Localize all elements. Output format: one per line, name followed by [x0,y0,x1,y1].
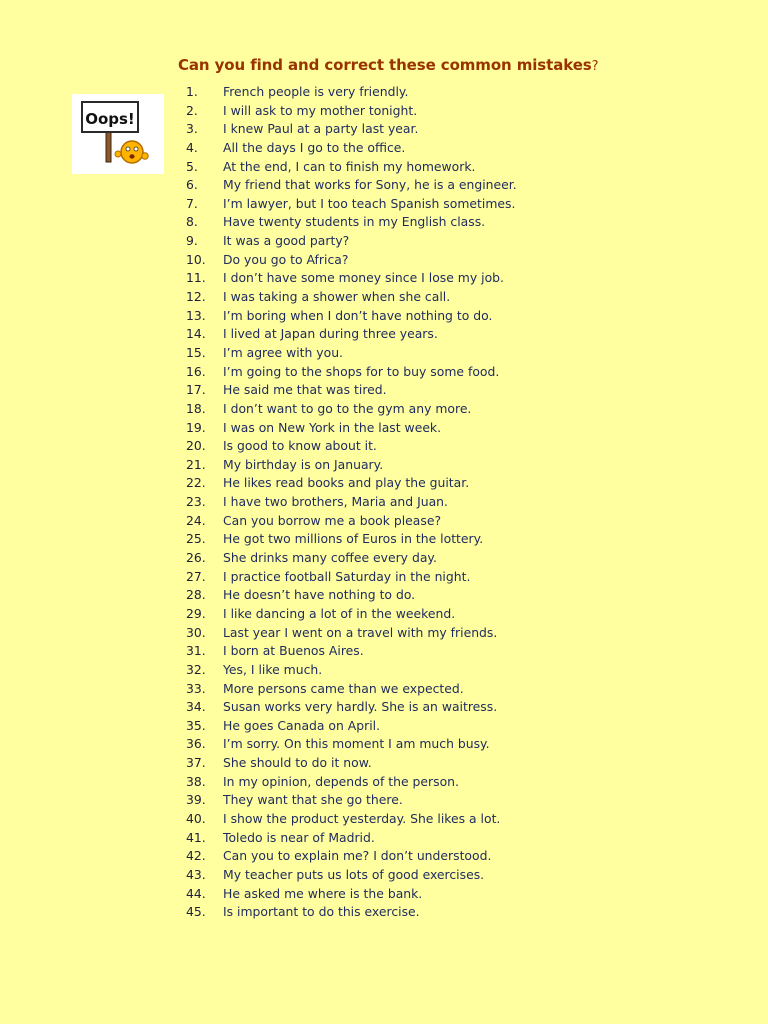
item-sentence: I born at Buenos Aires. [223,643,364,659]
list-item [186,251,517,270]
list-item [186,661,517,680]
item-sentence: I practice football Saturday in the night. [223,568,471,584]
item-sentence: My birthday is on January. [223,456,384,472]
list-item [186,344,517,363]
item-number: 41. [186,829,206,845]
list-item [186,213,517,232]
item-number: 6. [186,177,198,193]
item-sentence: Do you go to Africa? [223,251,349,267]
list-item [186,83,517,102]
list-item [186,381,517,400]
item-number: 12. [186,289,206,305]
list-item [186,568,517,587]
item-number: 14. [186,326,206,342]
list-item [186,903,517,922]
list-item [186,791,517,810]
item-sentence: Can you borrow me a book please? [223,512,442,528]
worksheet-title-question-mark: ? [591,59,599,74]
list-item [186,158,517,177]
item-sentence: Can you to explain me? I don’t understood. [223,848,492,864]
item-sentence: He likes read books and play the guitar. [223,475,470,491]
list-item [186,363,517,382]
item-number: 9. [186,233,198,249]
list-item [186,530,517,549]
oops-sign-text: Oops! [85,110,135,128]
item-sentence: I’m agree with you. [223,344,343,360]
item-number: 20. [186,438,206,454]
item-number: 36. [186,736,206,752]
item-sentence: I show the product yesterday. She likes a lot. [223,810,501,826]
item-sentence: Toledo is near of Madrid. [223,829,375,845]
item-number: 7. [186,195,198,211]
item-number: 45. [186,904,206,920]
item-number: 24. [186,512,206,528]
list-item [186,474,517,493]
item-number: 44. [186,885,206,901]
list-item [186,437,517,456]
oops-sign-clipart [72,94,164,174]
list-item [186,866,517,885]
item-sentence: I like dancing a lot of in the weekend. [223,605,456,621]
item-sentence: I was on New York in the last week. [223,419,442,435]
item-number: 18. [186,400,206,416]
item-number: 5. [186,158,198,174]
item-number: 13. [186,307,206,323]
item-number: 37. [186,755,206,771]
item-number: 29. [186,605,206,621]
item-number: 21. [186,456,206,472]
item-number: 28. [186,587,206,603]
list-item [186,605,517,624]
item-number: 34. [186,699,206,715]
item-number: 30. [186,624,206,640]
list-item [186,232,517,251]
list-item [186,493,517,512]
item-number: 23. [186,494,206,510]
item-number: 11. [186,270,206,286]
list-item [186,735,517,754]
item-number: 43. [186,866,206,882]
item-sentence: My teacher puts us lots of good exercises. [223,866,485,882]
item-number: 33. [186,680,206,696]
item-sentence: He got two millions of Euros in the lottery. [223,531,484,547]
list-item [186,139,517,158]
item-sentence: He doesn’t have nothing to do. [223,587,416,603]
item-number: 32. [186,661,206,677]
item-sentence: French people is very friendly. [223,84,409,99]
item-number: 15. [186,344,206,360]
item-sentence: It was a good party? [223,233,350,249]
item-sentence: She should to do it now. [223,755,372,771]
item-number: 38. [186,773,206,789]
item-number: 26. [186,550,206,566]
item-sentence: I don’t want to go to the gym any more. [223,400,472,416]
item-sentence: All the days I go to the office. [223,139,406,155]
item-number: 17. [186,382,206,398]
item-sentence: They want that she go there. [223,792,403,808]
list-item [186,120,517,139]
item-sentence: I knew Paul at a party last year. [223,121,419,137]
item-number: 39. [186,792,206,808]
item-sentence: Susan works very hardly. She is an waitress. [223,699,498,715]
worksheet-title [178,56,598,74]
item-number: 35. [186,717,206,733]
item-sentence: Is good to know about it. [223,438,377,454]
list-item [186,642,517,661]
item-sentence: Is important to do this exercise. [223,904,420,920]
item-number: 27. [186,568,206,584]
item-sentence: I’m boring when I don’t have nothing to do. [223,307,493,323]
item-sentence: He asked me where is the bank. [223,885,423,901]
item-number: 25. [186,531,206,547]
item-number: 10. [186,251,206,267]
list-item [186,624,517,643]
list-item [186,680,517,699]
item-sentence: I don’t have some money since I lose my job. [223,270,504,286]
list-item [186,847,517,866]
item-number: 1. [186,84,198,99]
list-item [186,717,517,736]
item-sentence: Last year I went on a travel with my friends. [223,624,498,640]
item-sentence: I’m going to the shops for to buy some food. [223,363,500,379]
item-sentence: She drinks many coffee every day. [223,550,437,566]
item-sentence: Yes, I like much. [223,661,323,677]
item-number: 16. [186,363,206,379]
mistakes-list [186,83,517,922]
list-item [186,176,517,195]
list-item [186,773,517,792]
list-item [186,288,517,307]
item-sentence: Have twenty students in my English class. [223,214,486,230]
item-sentence: My friend that works for Sony, he is a engineer. [223,177,517,193]
item-sentence: He said me that was tired. [223,382,387,398]
item-number: 19. [186,419,206,435]
item-sentence: I’m lawyer, but I too teach Spanish sometimes. [223,195,516,211]
item-number: 42. [186,848,206,864]
list-item [186,456,517,475]
list-item [186,829,517,848]
list-item [186,195,517,214]
worksheet-title-text: Can you find and correct these common mistakes [178,56,592,74]
item-sentence: I lived at Japan during three years. [223,326,438,342]
item-sentence: More persons came than we expected. [223,680,464,696]
item-number: 3. [186,121,198,137]
item-sentence: I was taking a shower when she call. [223,289,451,305]
list-item [186,549,517,568]
list-item [186,512,517,531]
list-item [186,307,517,326]
list-item [186,269,517,288]
item-number: 22. [186,475,206,491]
list-item [186,102,517,121]
item-number: 4. [186,139,198,155]
item-number: 40. [186,810,206,826]
list-item [186,419,517,438]
list-item [186,885,517,904]
list-item [186,586,517,605]
item-sentence: At the end, I can to finish my homework. [223,158,476,174]
list-item [186,810,517,829]
item-number: 2. [186,102,198,118]
list-item [186,754,517,773]
list-item [186,698,517,717]
item-sentence: In my opinion, depends of the person. [223,773,459,789]
item-sentence: He goes Canada on April. [223,717,381,733]
list-item [186,400,517,419]
item-sentence: I will ask to my mother tonight. [223,102,418,118]
item-number: 31. [186,643,206,659]
list-item [186,325,517,344]
item-number: 8. [186,214,198,230]
item-sentence: I have two brothers, Maria and Juan. [223,494,448,510]
item-sentence: I’m sorry. On this moment I am much busy. [223,736,490,752]
oops-sign-icon [72,94,164,174]
